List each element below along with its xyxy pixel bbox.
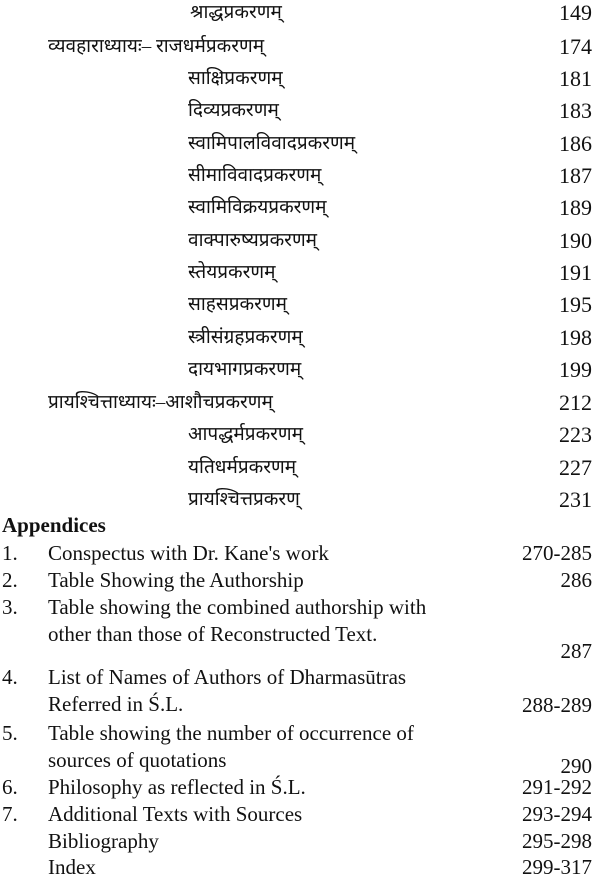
toc-row xyxy=(0,420,600,450)
toc-entry-label: प्रायश्चित्तप्रकरण् xyxy=(188,489,300,510)
toc-entry-page: 212 xyxy=(559,390,592,415)
toc-entry-label: स्वामिविक्रयप्रकरणम् xyxy=(188,197,327,218)
appendix-page: 293-294 xyxy=(522,802,592,826)
toc-entry-page: 174 xyxy=(559,34,592,59)
toc-entry-label: साहसप्रकरणम् xyxy=(188,294,287,315)
toc-entry-page: 198 xyxy=(559,325,592,350)
toc-entry-page: 186 xyxy=(559,131,592,156)
toc-entry-page: 181 xyxy=(559,66,592,91)
toc-entry-page: 189 xyxy=(559,195,592,220)
toc-entry-page: 187 xyxy=(559,163,592,188)
toc-entry-page: 183 xyxy=(559,98,592,123)
toc-row xyxy=(0,258,600,288)
appendix-number: 1. xyxy=(2,541,18,565)
toc-row xyxy=(0,0,600,28)
toc-entry-label: यतिधर्मप्रकरणम् xyxy=(188,457,297,478)
toc-entry-label: व्यवहाराध्यायः– राजधर्मप्रकरणम् xyxy=(48,36,265,57)
appendix-number: 3. xyxy=(2,595,18,619)
appendix-page: 287 xyxy=(560,639,592,663)
appendix-page: 295-298 xyxy=(522,829,592,853)
toc-entry-page: 199 xyxy=(559,357,592,382)
toc-entry-page: 190 xyxy=(559,228,592,253)
toc-row xyxy=(0,96,600,126)
toc-entry-label: वाक्पारुष्यप्रकरणम् xyxy=(188,230,318,251)
appendix-title-continued: other than those of Reconstructed Text. xyxy=(48,622,378,646)
appendix-page: 270-285 xyxy=(522,541,592,565)
appendix-title: Bibliography xyxy=(48,829,159,853)
appendix-number: 7. xyxy=(2,802,18,826)
toc-entry-label: दायभागप्रकरणम् xyxy=(188,359,302,380)
toc-row xyxy=(0,323,600,353)
toc-entry-label: प्रायश्चित्ताध्यायः–आशौचप्रकरणम् xyxy=(48,392,273,413)
toc-row xyxy=(0,161,600,191)
toc-entry-page: 223 xyxy=(559,422,592,447)
appendix-page: 299-317 xyxy=(522,855,592,879)
toc-entry-label: साक्षिप्रकरणम् xyxy=(188,68,283,89)
toc-row xyxy=(0,453,600,483)
appendix-title: Table showing the combined authorship with xyxy=(48,595,427,619)
appendix-title-continued: sources of quotations xyxy=(48,748,227,772)
appendices-heading: Appendices xyxy=(2,513,106,537)
toc-row xyxy=(0,226,600,256)
toc-entry-label: सीमाविवादप्रकरणम् xyxy=(188,165,322,186)
toc-row xyxy=(0,290,600,320)
toc-entry-label: स्त्रीसंग्रहप्रकरणम् xyxy=(188,327,303,348)
appendix-title: Philosophy as reflected in Ś.L. xyxy=(48,775,306,799)
appendix-title: Conspectus with Dr. Kane's work xyxy=(48,541,329,565)
toc-entry-page: 227 xyxy=(559,455,592,480)
toc-row xyxy=(0,64,600,94)
toc-entry-label: आपद्धर्मप्रकरणम् xyxy=(188,424,304,445)
appendix-page: 288-289 xyxy=(522,693,592,717)
toc-row xyxy=(0,355,600,385)
appendix-title: List of Names of Authors of Dharmasūtras xyxy=(48,665,407,689)
appendix-title: Table Showing the Authorship xyxy=(48,568,304,592)
appendix-title-continued: Referred in Ś.L. xyxy=(48,692,184,716)
toc-entry-label: स्तेयप्रकरणम् xyxy=(188,262,276,283)
appendix-title: Table showing the number of occurrence of xyxy=(48,721,414,745)
toc-row xyxy=(0,388,600,418)
appendix-title: Additional Texts with Sources xyxy=(48,802,303,826)
appendix-number: 2. xyxy=(2,568,18,592)
toc-entry-page: 231 xyxy=(559,487,592,512)
toc-row xyxy=(0,193,600,223)
toc-entry-page: 191 xyxy=(559,260,592,285)
appendix-title: Index xyxy=(48,855,96,879)
toc-row xyxy=(0,129,600,159)
toc-entry-label: स्वामिपालविवादप्रकरणम् xyxy=(188,133,356,154)
appendix-number: 4. xyxy=(2,665,18,689)
appendix-number: 6. xyxy=(2,775,18,799)
toc-row xyxy=(0,32,600,62)
appendix-number: 5. xyxy=(2,721,18,745)
appendix-page: 291-292 xyxy=(522,775,592,799)
toc-entry-page: 149 xyxy=(559,0,592,25)
toc-entry-label: श्राद्धप्रकरणम् xyxy=(190,2,282,23)
appendix-page: 286 xyxy=(560,568,592,592)
appendix-page: 290 xyxy=(560,754,592,778)
toc-entry-label: दिव्यप्रकरणम् xyxy=(188,100,279,121)
toc-entry-page: 195 xyxy=(559,292,592,317)
